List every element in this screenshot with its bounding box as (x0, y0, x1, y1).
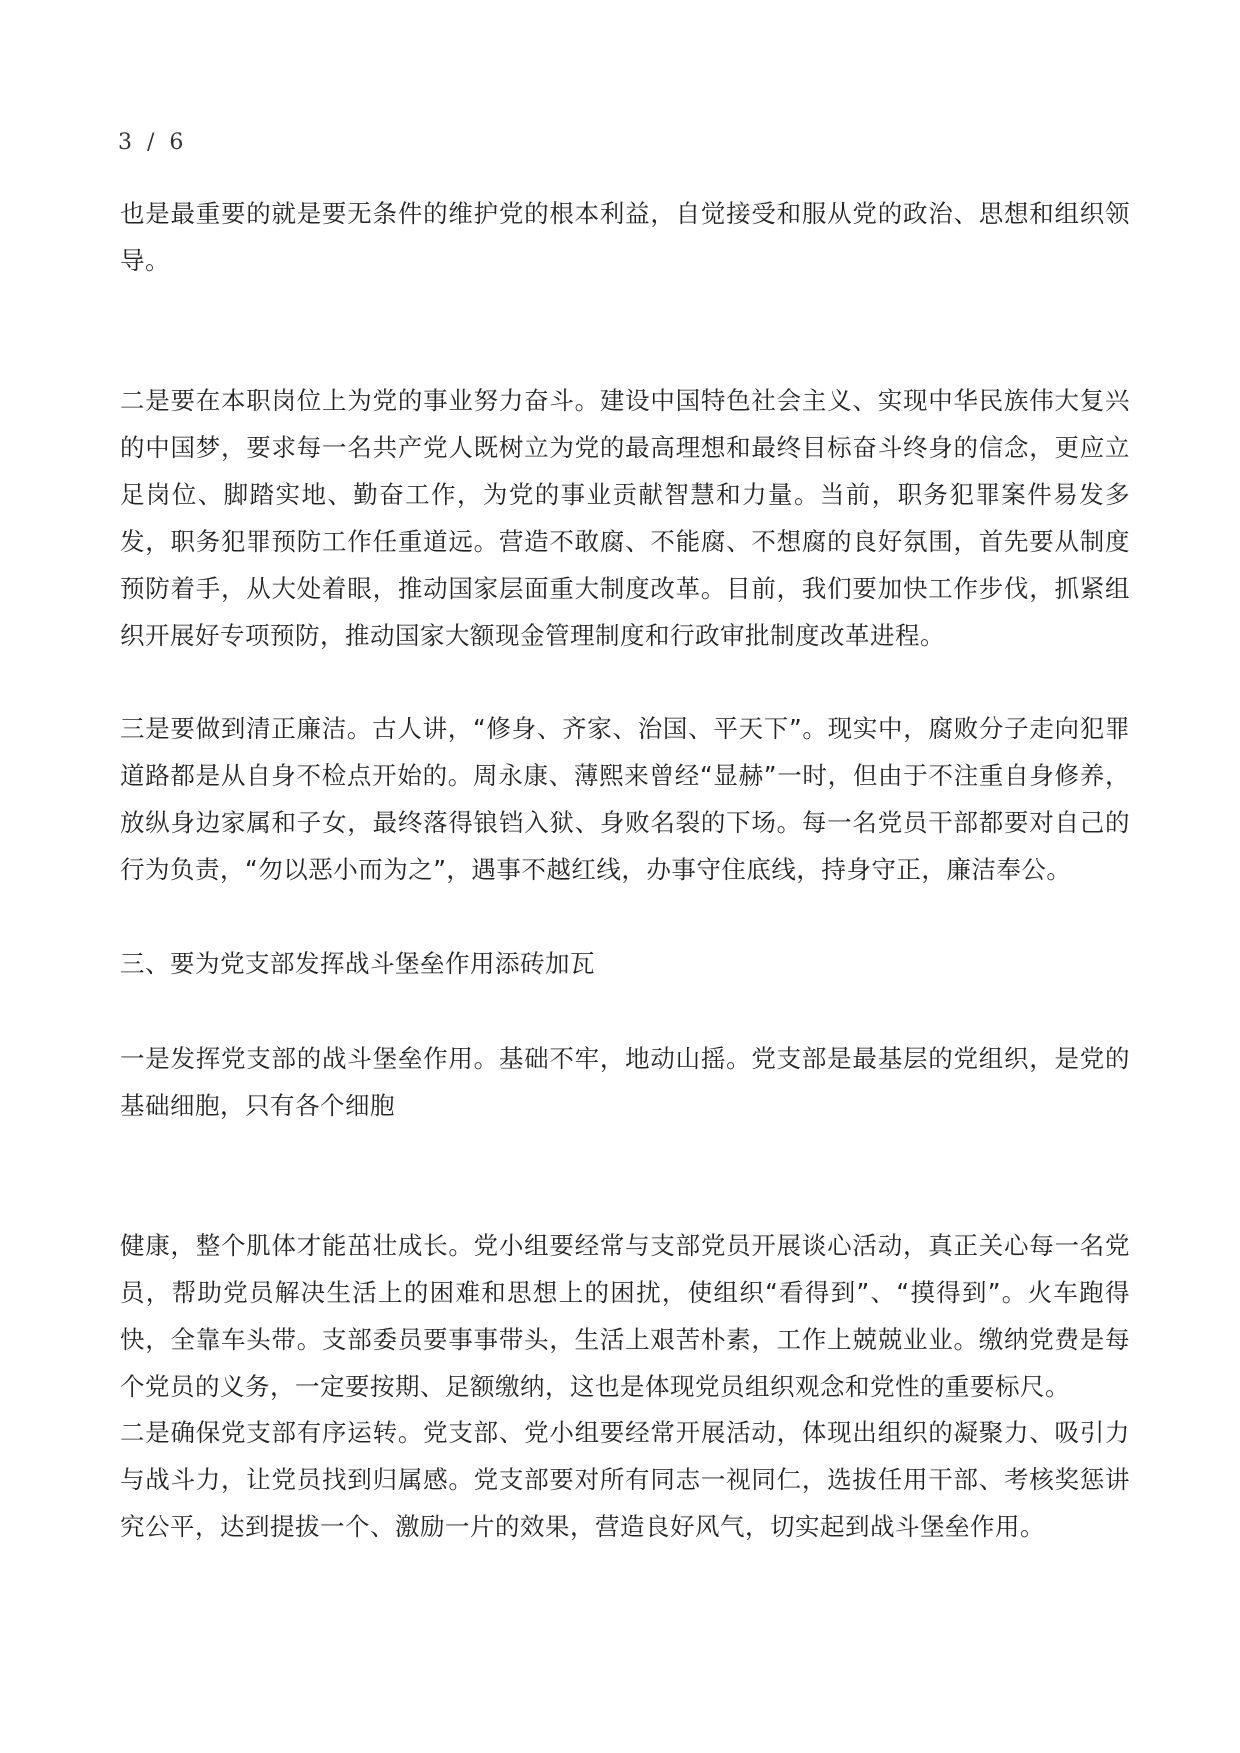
paragraph-point-two: 二是要在本职岗位上为党的事业努力奋斗。建设中国特色社会主义、实现中华民族伟大复兴的中国梦，要求每一名共产党人既树立为党的最高理想和最终目标奋斗终身的信念，更应立足岗位、脚踏实地、勤奋工作，为党的事业贡献智慧和力量。当前，职务犯罪案件易发多发，职务犯罪预防工作任重道远。营造不敢腐、不能腐、不想腐的良好氛围，首先要从制度预防着手，从大处着眼，推动国家层面重大制度改革。目前，我们要加快工作步伐，抓紧组织开展好专项预防，推动国家大额现金管理制度和行政审批制度改革进程。 (120, 386, 1130, 650)
paragraph-branch-point-two: 二是确保党支部有序运转。党支部、党小组要经常开展活动，体现出组织的凝聚力、吸引力与战斗力，让党员找到归属感。党支部要对所有同志一视同仁，选拔任用干部、考核奖惩讲究公平，达到提拔一个、激励一片的效果，营造良好风气，切实起到战斗堡垒作用。 (120, 1418, 1130, 1541)
paragraph-continuation: 也是最重要的就是要无条件的维护党的根本利益，自觉接受和服从党的政治、思想和组织领导。 (120, 199, 1130, 275)
section-heading-three: 三、要为党支部发挥战斗堡垒作用添砖加瓦 (120, 949, 595, 978)
paragraph-branch-continuation: 健康，整个肌体才能茁壮成长。党小组要经常与支部党员开展谈心活动，真正关心每一名党员，帮助党员解决生活上的困难和思想上的困扰，使组织“看得到”、“摸得到”。火车跑得快，全靠车头带。支部委员要事事带头，生活上艰苦朴素，工作上兢兢业业。缴纳党费是每个党员的义务，一定要按期、足额缴纳，这也是体现党员组织观念和党性的重要标尺。 (120, 1231, 1130, 1401)
paragraph-branch-point-one: 一是发挥党支部的战斗堡垒作用。基础不牢，地动山摇。党支部是最基层的党组织，是党的基础细胞，只有各个细胞 (120, 1044, 1130, 1120)
page-number: 3 / 6 (118, 130, 188, 155)
paragraph-point-three: 三是要做到清正廉洁。古人讲，“修身、齐家、治国、平天下”。现实中，腐败分子走向犯罪道路都是从自身不检点开始的。周永康、薄熙来曾经“显赫”一时，但由于不注重自身修养，放纵身边家属和子女，最终落得锒铛入狱、身败名裂的下场。每一名党员干部都要对自己的行为负责，“勿以恶小而为之”，遇事不越红线，办事守住底线，持身守正，廉洁奉公。 (120, 714, 1130, 884)
